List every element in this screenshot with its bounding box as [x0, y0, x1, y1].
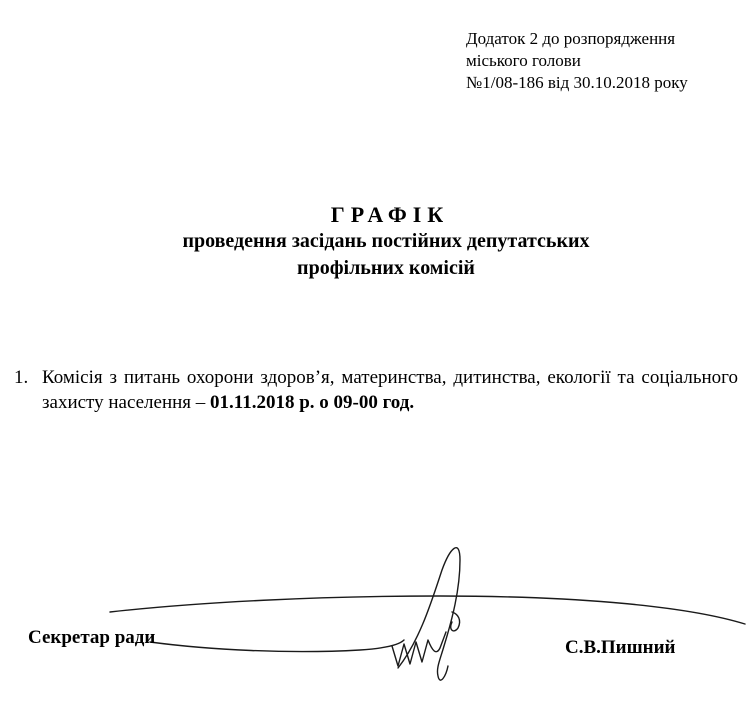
annex-line-1: Додаток 2 до розпорядження: [466, 29, 676, 48]
item-description: Комісія з питань охорони здоров’я, материнства, дитинства, екології та соціального захисту населення –: [42, 367, 738, 413]
item-number: 1.: [14, 367, 29, 388]
annex-line-3: №1/08-186 від 30.10.2018 року: [466, 73, 688, 92]
title-line-1: проведення засідань постійних депутатських: [182, 230, 590, 252]
signature-loop-stroke: [398, 548, 460, 680]
annex-line-2: міського голови: [466, 51, 581, 70]
signature-lead-stroke: [150, 640, 404, 652]
signature-position: Секретар ради: [28, 627, 156, 648]
signature-name: С.В.Пишний: [565, 637, 676, 658]
item-date-time: 01.11.2018 р. о 09-00 год.: [210, 392, 415, 413]
title-main: ГРАФІК: [330, 202, 450, 227]
title-line-2: профільних комісій: [297, 257, 475, 279]
signature-scribble-stroke: [392, 632, 446, 666]
